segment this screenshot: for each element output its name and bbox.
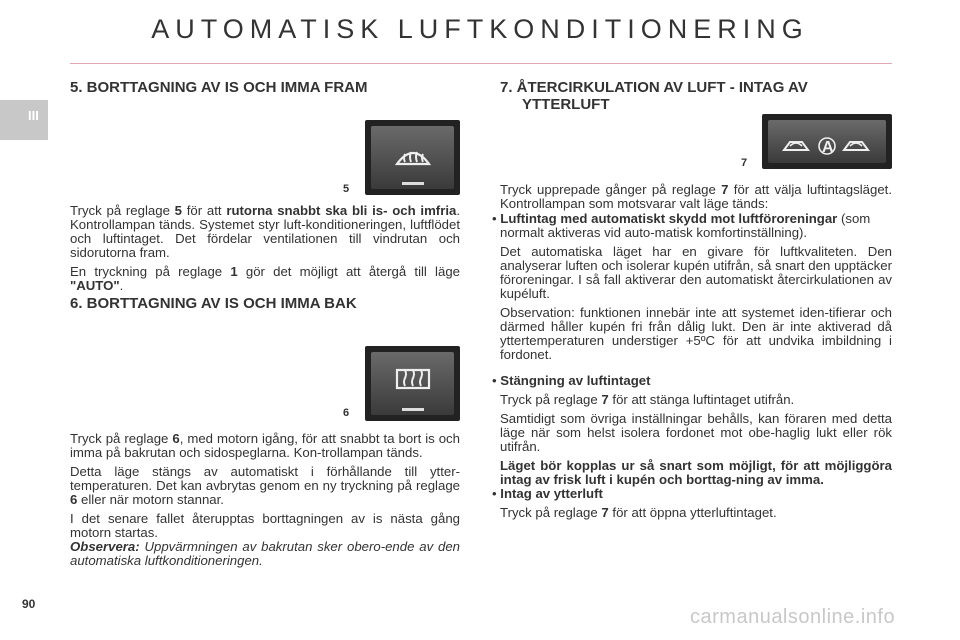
paragraph: Läget bör kopplas ur så snart som möjligt, för att möjliggöra intag av frisk luft i kupén och borttag-ning av imma.: [500, 458, 892, 487]
image-number-6: 6: [343, 407, 350, 419]
paragraph: I det senare fallet återupptas borttagningen av is nästa gång motorn startas.: [70, 511, 460, 540]
section-5-body: [70, 204, 460, 298]
paragraph: Tryck på reglage 7 för att stänga luftintaget utifrån.: [500, 392, 795, 407]
section-5-heading: 5. BORTTAGNING AV IS OCH IMMA FRAM: [70, 79, 368, 96]
paragraph: Tryck på reglage 7 för att öppna ytterluftintaget.: [500, 505, 777, 520]
list-item: • Stängning av luftintaget: [492, 373, 651, 388]
svg-text:A: A: [822, 139, 834, 156]
indicator-lamp: [402, 182, 424, 185]
indicator-lamp: [402, 408, 424, 411]
rear-defrost-button-image: [365, 346, 460, 421]
paragraph: Tryck på reglage 6, med motorn igång, för att snabbt ta bort is och imma på bakrutan och sidospeglarna. Kon-trollampan tänds.: [70, 431, 460, 460]
rear-defrost-icon: [393, 366, 433, 396]
paragraph: En tryckning på reglage 1 gör det möjligt att återgå till läge "AUTO".: [70, 264, 460, 293]
list-item: • Intag av ytterluft: [492, 486, 603, 501]
section-6-heading: 6. BORTTAGNING AV IS OCH IMMA BAK: [70, 295, 357, 312]
paragraph: Observation: funktionen innebär inte att systemet iden-tifierar och därmed håller kupén fri från dålig lukt. Den är inte aktiverad då yttertemperaturen understiger +5ºC för att undvika imbildning i fordonet.: [500, 305, 892, 362]
chapter-tab: [0, 100, 48, 140]
image-number-7: 7: [741, 157, 748, 169]
image-number-5: 5: [343, 183, 350, 195]
paragraph: Tryck upprepade gånger på reglage 7 för att välja luftintagsläget. Kontrollampan som motsvarar valt läge tänds:: [500, 182, 892, 211]
air-recirculation-icons: [778, 132, 878, 158]
watermark: carmanualsonline.info: [690, 606, 896, 628]
air-intake-button-image: [762, 114, 892, 169]
chapter-label: III: [28, 108, 39, 123]
section-7-body: [492, 182, 892, 525]
list-item: • Luftintag med automatiskt skydd mot luftföroreningar (som normalt aktiveras vid auto-matisk komfortinställning).: [492, 211, 871, 240]
section-6-body: [70, 432, 460, 573]
front-defrost-icon: [393, 140, 433, 170]
header-rule: [70, 63, 892, 64]
paragraph: Samtidigt som övriga inställningar behålls, kan föraren med detta läge när som helst isolera fordonet mot obe-haglig lukt eller rök utifrån.: [500, 411, 892, 454]
page-number: 90: [22, 597, 36, 611]
observation-note: Observera: Uppvärmningen av bakrutan sker obero-ende av den automatiska luftkonditioneringen.: [70, 539, 460, 568]
paragraph: Detta läge stängs av automatiskt i förhållande till ytter-temperaturen. Det kan avbrytas genom en ny tryckning på reglage 6 eller när motorn stannar.: [70, 464, 460, 507]
front-defrost-button-image: [365, 120, 460, 195]
section-7-heading: 7. ÅTERCIRKULATION AV LUFT - INTAG AV YTTERLUFT: [500, 79, 808, 113]
page-title: AUTOMATISK LUFTKONDITIONERING: [151, 14, 809, 44]
paragraph: Tryck på reglage 5 för att rutorna snabbt ska bli is- och imfria. Kontrollampan tänds. Systemet styr luft-konditioneringen, luftflödet och luftintaget. Det fördelar ventilationen till vindrutan och sidorutorna fram.: [70, 203, 460, 260]
paragraph: Det automatiska läget har en givare för luftkvaliteten. Den analyserar luften och isolerar kupén utifrån, så snart den upptäcker föroreningar. I så fall aktiverar den automatiskt återcirkulationen av kupéluft.: [500, 244, 892, 301]
